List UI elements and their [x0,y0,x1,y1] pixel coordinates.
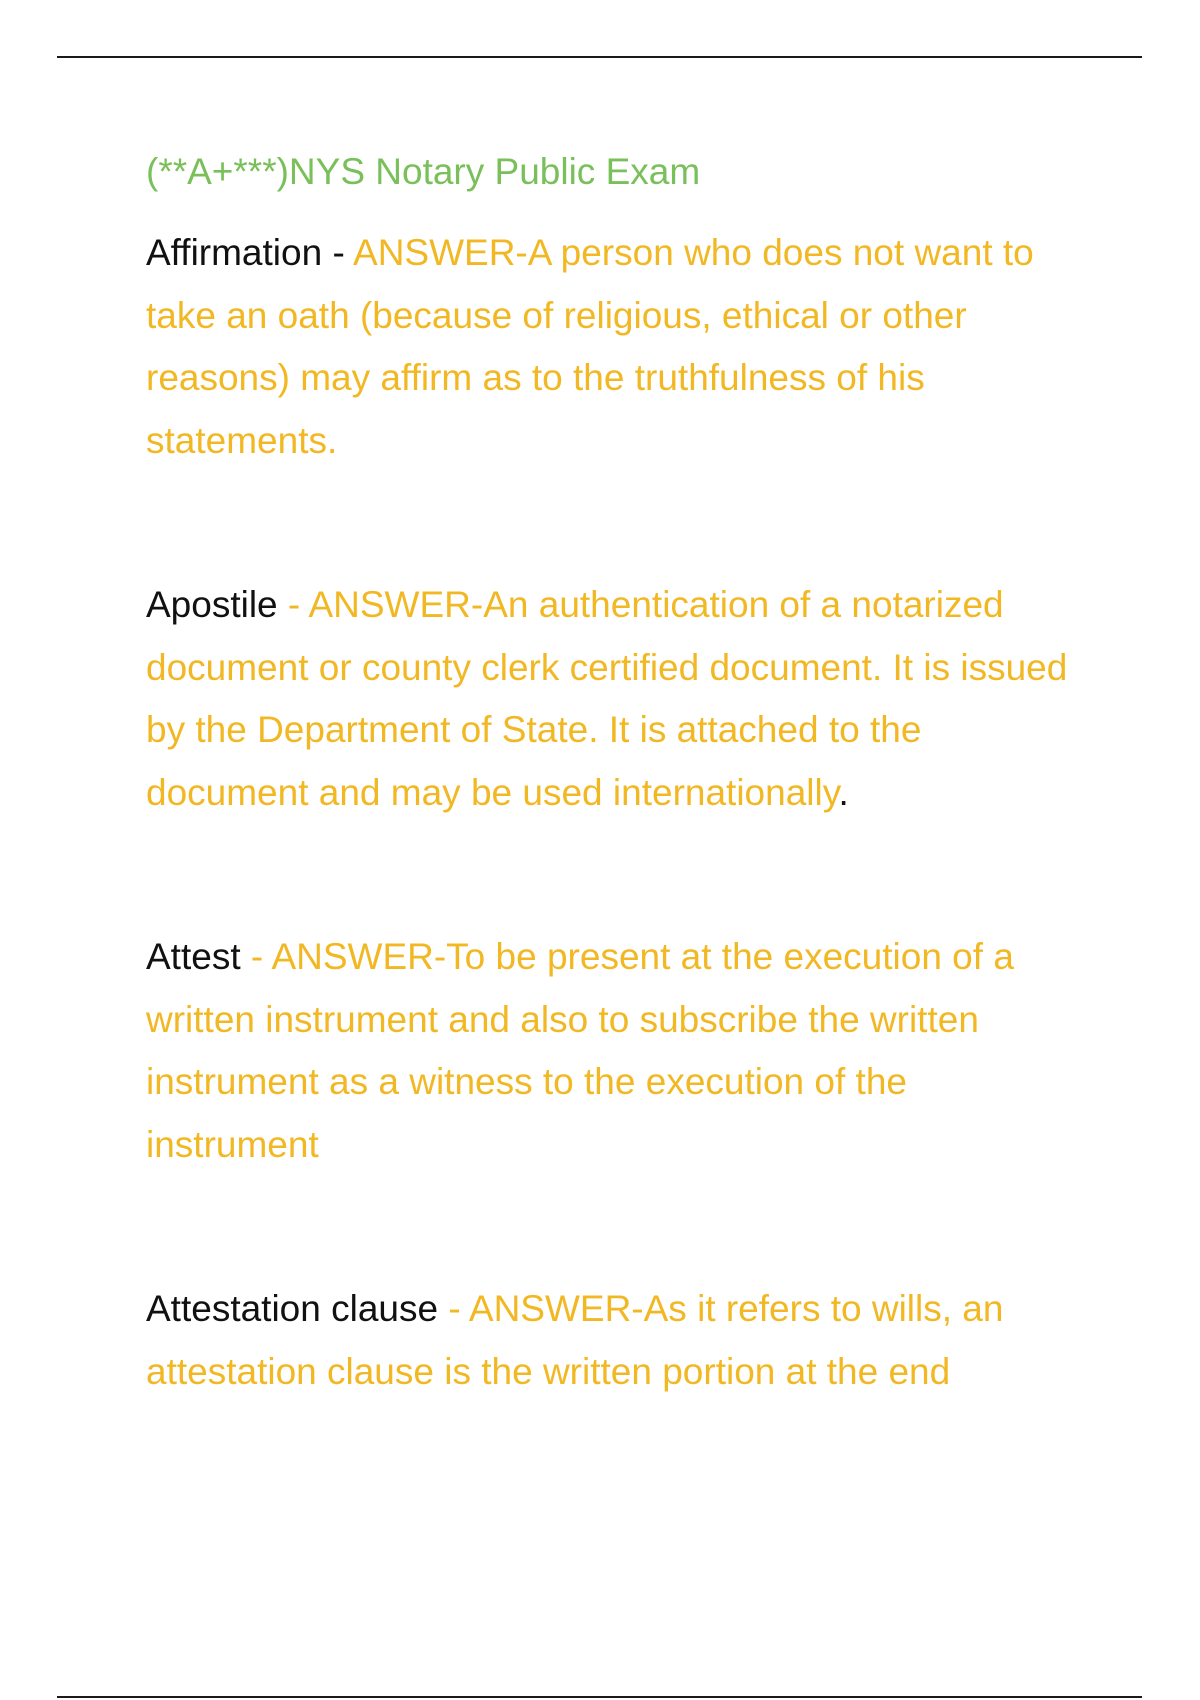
entry-separator: - [277,584,309,625]
entry-term: Apostile [146,584,278,625]
bottom-rule [57,1696,1142,1698]
entry-apostile [146,574,1086,824]
document-body [146,146,1086,1403]
entry-affirmation [146,222,1086,472]
top-rule [57,56,1142,58]
entry-answer: ANSWER-As it refers to wills, an attestation clause is the written portion at the end [146,1288,1004,1392]
entry-separator: - [240,936,272,977]
entry-answer: ANSWER-To be present at the execution of a written instrument and also to subscribe the written instrument as a witness to the execution of the instrument [146,936,1014,1165]
entry-answer: ANSWER-A person who does not want to take an oath (because of religious, ethical or other reasons) may affirm as to the truthfulness of his statements. [146,232,1034,461]
entry-attestation-clause [146,1278,1086,1403]
entry-term: Affirmation [146,232,323,273]
entry-separator: - [322,232,354,273]
document-title: (**A+***)NYS Notary Public Exam [146,151,701,192]
entry-attest [146,926,1086,1176]
entry-separator: - [438,1288,469,1329]
entry-term: Attest [146,936,241,977]
entry-answer: ANSWER-An authentication of a notarized document or county clerk certified document. It is issued by the Department of State. It is attached to the document and may be used internationally [146,584,1068,813]
entry-trailing-period: . [838,771,849,813]
entry-term: Attestation clause [146,1288,439,1329]
